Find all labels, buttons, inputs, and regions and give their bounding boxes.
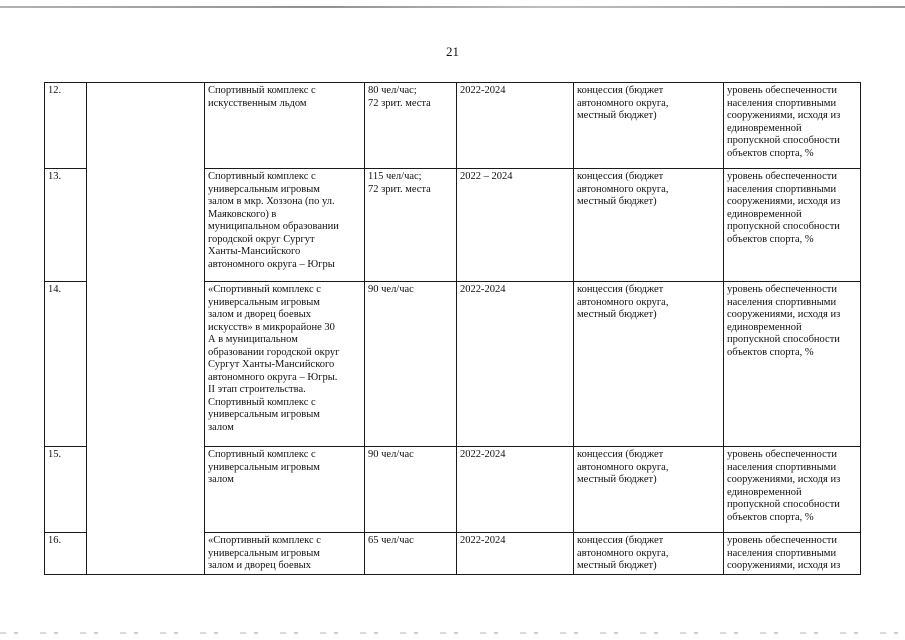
capacity: 90 чел/час [365, 282, 457, 447]
object-name: Спортивный комплекс с универсальным игровым залом в мкр. Хоззона (по ул. Маяковского) в муниципальном образовании городской округ Сургут Ханты-Мансийского автономного округа – Югры [205, 169, 365, 282]
empty-cell [87, 83, 205, 169]
capacity: 115 чел/час; 72 зрит. места [365, 169, 457, 282]
empty-cell [87, 447, 205, 533]
row-number: 15. [45, 447, 87, 533]
empty-cell [87, 169, 205, 282]
funding-source: концессия (бюджет автономного округа, местный бюджет) [574, 169, 724, 282]
period: 2022 – 2024 [457, 169, 574, 282]
empty-cell [87, 533, 205, 575]
indicator: уровень обеспеченности населения спортивными сооружениями, исходя из единовременной пропускной способности объектов спорта, % [724, 169, 861, 282]
object-name: Спортивный комплекс с искусственным льдом [205, 83, 365, 169]
funding-source: концессия (бюджет автономного округа, местный бюджет) [574, 83, 724, 169]
row-number: 12. [45, 83, 87, 169]
funding-source: концессия (бюджет автономного округа, местный бюджет) [574, 282, 724, 447]
indicator: уровень обеспеченности населения спортивными сооружениями, исходя из единовременной пропускной способности объектов спорта, % [724, 282, 861, 447]
period: 2022-2024 [457, 282, 574, 447]
capacity: 65 чел/час [365, 533, 457, 575]
indicator: уровень обеспеченности населения спортивными сооружениями, исходя из единовременной пропускной способности объектов спорта, % [724, 83, 861, 169]
empty-cell [87, 282, 205, 447]
row-number: 13. [45, 169, 87, 282]
period: 2022-2024 [457, 447, 574, 533]
object-name: Спортивный комплекс с универсальным игровым залом [205, 447, 365, 533]
object-name: «Спортивный комплекс с универсальным игровым залом и дворец боевых [205, 533, 365, 575]
capacity: 80 чел/час; 72 зрит. места [365, 83, 457, 169]
capacity: 90 чел/час [365, 447, 457, 533]
table-row [45, 282, 861, 447]
funding-source: концессия (бюджет автономного округа, местный бюджет) [574, 447, 724, 533]
table-row [45, 533, 861, 575]
indicator: уровень обеспеченности населения спортивными сооружениями, исходя из единовременной пропускной способности объектов спорта, % [724, 447, 861, 533]
indicator: уровень обеспеченности населения спортивными сооружениями, исходя из [724, 533, 861, 575]
projects-table [44, 82, 861, 575]
period: 2022-2024 [457, 83, 574, 169]
funding-source: концессия (бюджет автономного округа, местный бюджет) [574, 533, 724, 575]
table-row [45, 169, 861, 282]
scan-edge-bottom [0, 632, 905, 634]
period: 2022-2024 [457, 533, 574, 575]
table-row [45, 83, 861, 169]
page-number: 21 [446, 44, 459, 59]
row-number: 16. [45, 533, 87, 575]
row-number: 14. [45, 282, 87, 447]
table-row [45, 447, 861, 533]
object-name: «Спортивный комплекс с универсальным игровым залом и дворец боевых искусств» в микрорайоне 30 А в муниципальном образовании городской округ Сургут Ханты-Мансийского автономного округа – Югры. II этап строительства. Спортивный комплекс с универсальным игровым залом [205, 282, 365, 447]
scan-edge-top [0, 6, 905, 8]
